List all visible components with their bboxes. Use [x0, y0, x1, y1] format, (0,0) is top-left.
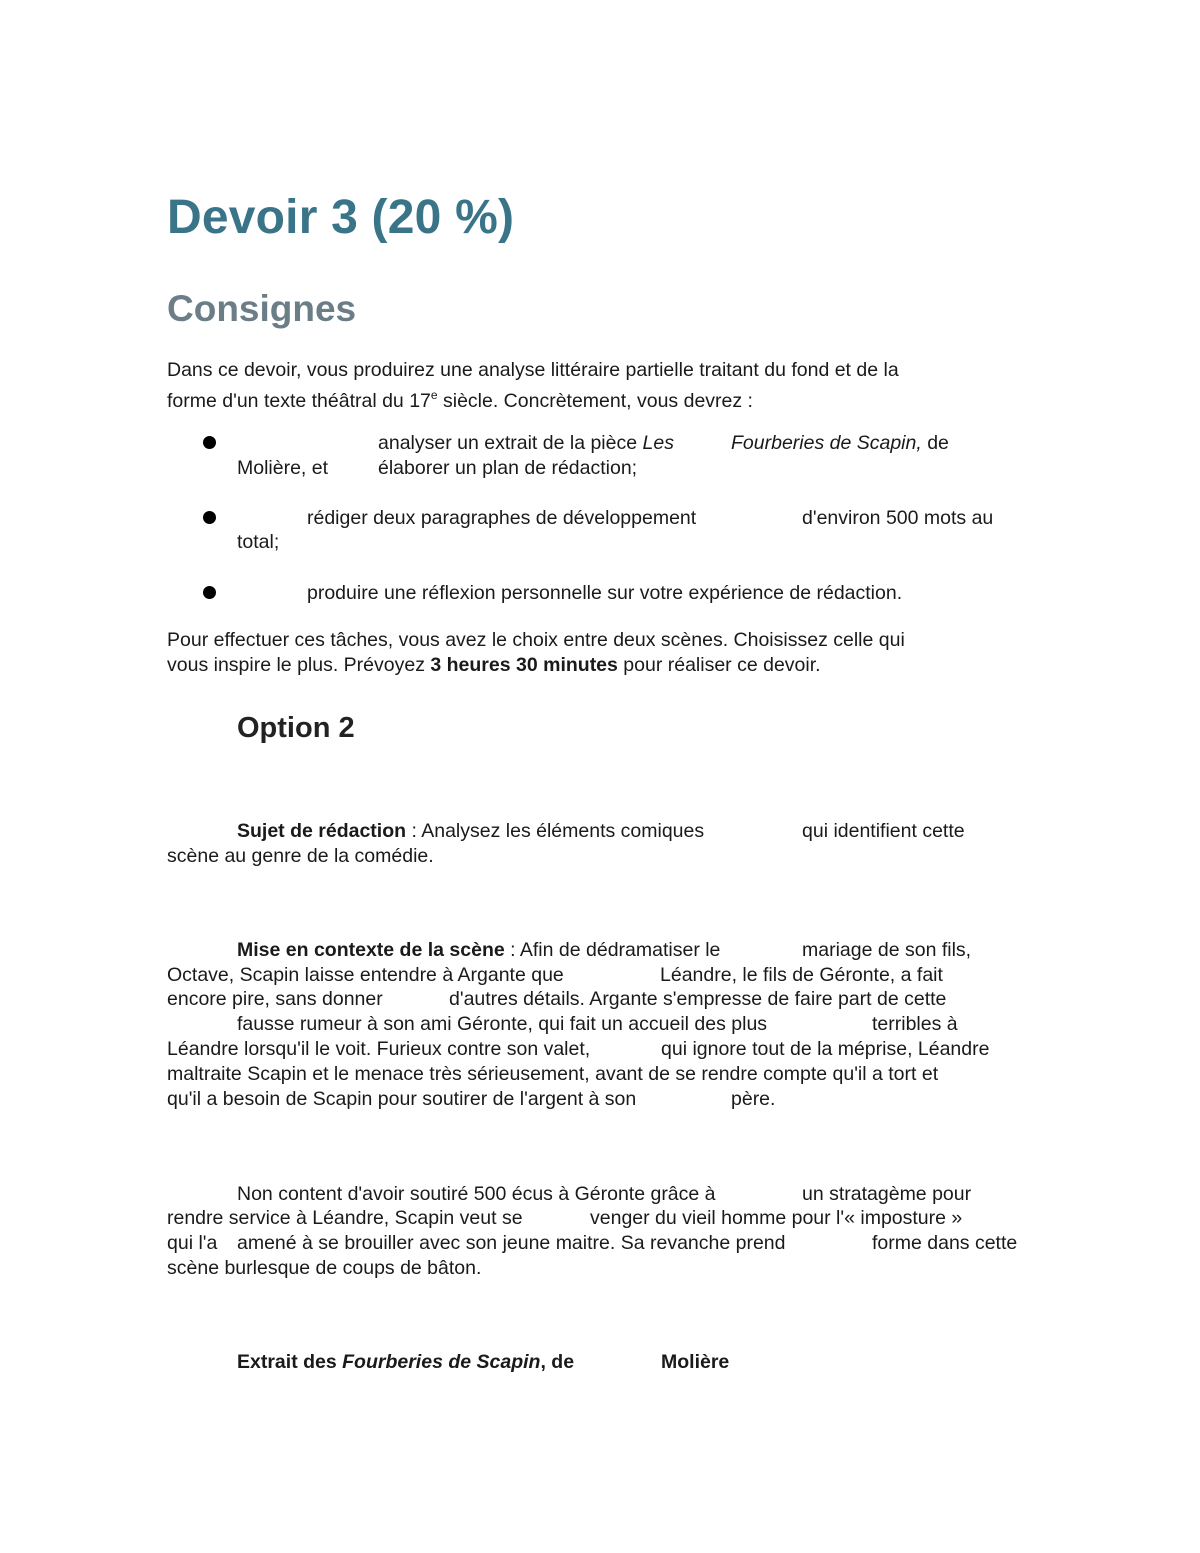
bullet-dot-icon [203, 586, 216, 599]
sujet-line-2: scène au genre de la comédie. [167, 845, 434, 867]
para3-line-3-mid: amené à se brouiller avec son jeune maitre. Sa revanche prend [237, 1232, 786, 1254]
contexte-line-7-start: qu'il a besoin de Scapin pour soutirer de l'argent à son [167, 1088, 637, 1110]
bullet-1-text: analyser un extrait de la pièce [378, 432, 643, 454]
extrait-title: Fourberies de Scapin [342, 1351, 541, 1373]
para3-line-2-start: rendre service à Léandre, Scapin veut se [167, 1207, 523, 1229]
section-title-consignes: Consignes [167, 288, 357, 329]
tasks-line-2-start: vous inspire le plus. Prévoyez [167, 654, 431, 676]
bullet-2-line-1-start: rédiger deux paragraphes de développement [307, 507, 697, 529]
option-title: Option 2 [237, 712, 355, 744]
extrait-de: , de [540, 1351, 575, 1373]
bullet-3-text: produire une réflexion personnelle sur votre expérience de rédaction. [307, 582, 903, 604]
intro-line-1: Dans ce devoir, vous produirez une analyse littéraire partielle traitant du fond et de la [167, 359, 899, 381]
sujet-label: Sujet de rédaction [237, 820, 407, 842]
bullet-1-italic-title: Fourberies de Scapin, [731, 432, 922, 454]
superscript-e: e [430, 388, 438, 402]
para3-line-3-end: forme dans cette [872, 1232, 1018, 1254]
para3-line-1-end: un stratagème pour [802, 1183, 972, 1205]
tasks-line-2 [167, 653, 821, 678]
para3-line-1-start: Non content d'avoir soutiré 500 écus à Géronte grâce à [237, 1183, 716, 1205]
bullet-1-line-1-end [731, 431, 949, 456]
bullet-dot-icon [203, 436, 216, 449]
extrait-heading [237, 1350, 574, 1375]
contexte-line-4-end: terribles à [872, 1013, 958, 1035]
bullet-1-line-2-end: élaborer un plan de rédaction; [378, 457, 638, 479]
bullet-2-line-1-end: d'environ 500 mots au [802, 507, 994, 529]
contexte-line-5-end: qui ignore tout de la méprise, Léandre [661, 1038, 990, 1060]
intro-line-2 [167, 383, 753, 414]
sujet-line-1 [237, 819, 704, 844]
tasks-line-1: Pour effectuer ces tâches, vous avez le choix entre deux scènes. Choisissez celle qui [167, 629, 905, 651]
contexte-line-1-end: mariage de son fils, [802, 939, 972, 961]
para3-line-4: scène burlesque de coups de bâton. [167, 1257, 482, 1279]
sujet-line-1-end: qui identifient cette [802, 820, 965, 842]
contexte-line-2-start: Octave, Scapin laisse entendre à Argante que [167, 964, 564, 986]
contexte-line-3-end: d'autres détails. Argante s'empresse de faire part de cette [449, 988, 947, 1010]
bullet-1-de: de [921, 432, 949, 454]
bullet-2-line-2: total; [237, 531, 280, 553]
intro-line-2-end: siècle. Concrètement, vous devrez : [437, 390, 753, 412]
para3-line-2-end: venger du vieil homme pour l'« imposture » [590, 1207, 963, 1229]
extrait-author: Molière [661, 1351, 730, 1373]
contexte-line-1 [237, 938, 720, 963]
contexte-line-4-start: fausse rumeur à son ami Géronte, qui fait un accueil des plus [237, 1013, 768, 1035]
extrait-label: Extrait des [237, 1351, 343, 1373]
page-title: Devoir 3 (20 %) [167, 191, 515, 244]
tasks-line-2-end: pour réaliser ce devoir. [617, 654, 821, 676]
contexte-line-5-start: Léandre lorsqu'il le voit. Furieux contre son valet, [167, 1038, 591, 1060]
bullet-dot-icon [203, 511, 216, 524]
contexte-label: Mise en contexte de la scène [237, 939, 505, 961]
contexte-text: : Afin de dédramatiser le [504, 939, 721, 961]
contexte-line-2-end: Léandre, le fils de Géronte, a fait [660, 964, 943, 986]
contexte-line-3-start: encore pire, sans donner [167, 988, 383, 1010]
para3-line-3-start: qui l'a [167, 1232, 218, 1254]
contexte-line-6: maltraite Scapin et le menace très sérieusement, avant de se rendre compte qu'il a tort et [167, 1063, 939, 1085]
tasks-duration: 3 heures 30 minutes [430, 654, 618, 676]
sujet-text: : Analysez les éléments comiques [406, 820, 705, 842]
bullet-1-italic-les: Les [642, 432, 674, 454]
bullet-1-line-1 [378, 431, 674, 456]
contexte-line-7-end: père. [731, 1088, 776, 1110]
intro-line-2-start: forme d'un texte théâtral du 17 [167, 390, 431, 412]
bullet-1-line-2-start: Molière, et [237, 457, 329, 479]
